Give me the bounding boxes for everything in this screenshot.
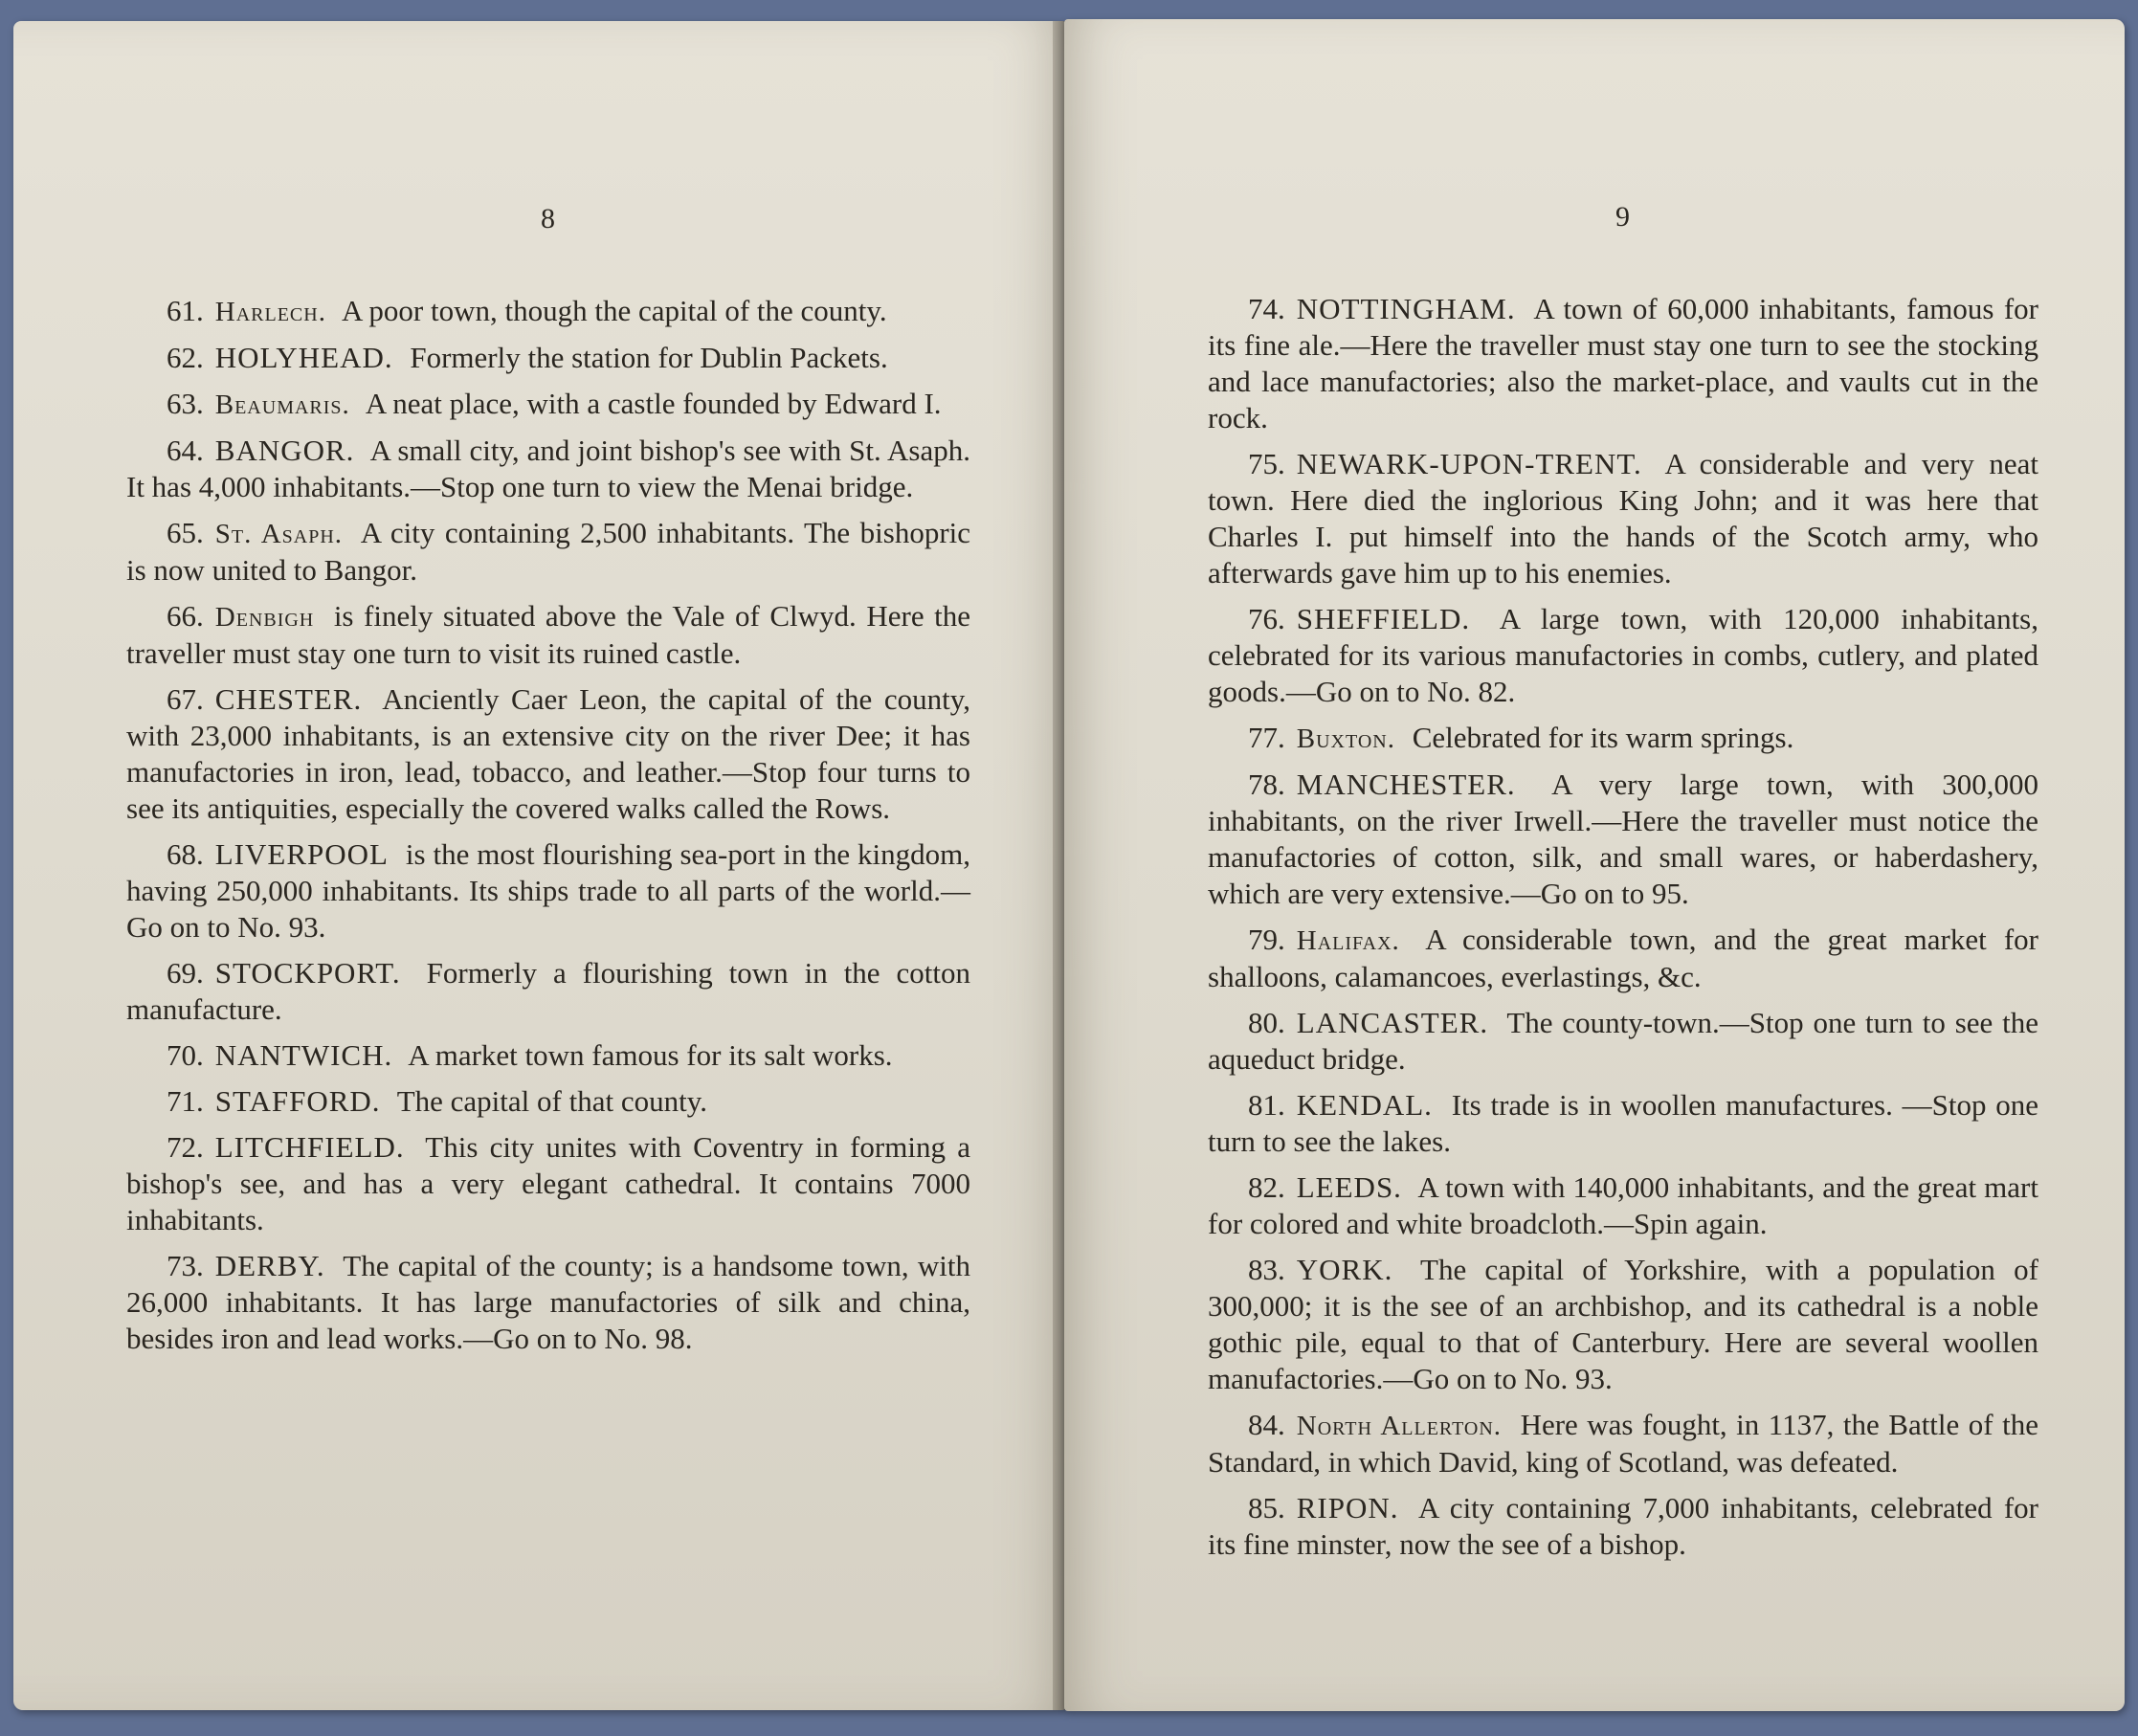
entry-text: A town of 60,000 inhabitants, famous for its fine ale.—Here the traveller must stay one turn to see the stocking and lace manufactories; also the market-place, and vaults cut in the rock.: [1208, 292, 2038, 434]
entry: [126, 598, 970, 672]
entry-text: A considerable and very neat town. Here died the inglorious King John; and it was here that Charles I. put himself into the hands of the Scotch army, who afterwards gave him up to his enemies.: [1208, 447, 2038, 590]
page-number: 8: [541, 203, 556, 234]
entry: [1208, 601, 2038, 710]
entry: [126, 340, 970, 376]
entry-text: Anciently Caer Leon, the capital of the county, with 23,000 inhabitants, is an extensive city on the river Dee; it has manufactories in iron, lead, tobacco, and leather.—Stop four turns to see its antiquities, especially the covered walks called the Rows.: [126, 682, 970, 825]
right-page: [1064, 19, 2125, 1711]
entry-text: A city containing 2,500 inhabitants. The bishopric is now united to Bangor.: [126, 516, 971, 587]
place-name: SHEFFIELD.: [1296, 602, 1471, 635]
entry: [1208, 1087, 2038, 1160]
entry: [126, 433, 970, 505]
entry-number: 76.: [1248, 602, 1285, 635]
entry-number: 85.: [1248, 1491, 1285, 1525]
entry: [1208, 1252, 2038, 1397]
place-name: DERBY.: [214, 1249, 325, 1282]
entry-number: 63.: [167, 387, 204, 420]
entry-text: This city unites with Coventry in forming a bishop's see, and has a very elegant cathedral. It contains 7000 inhabitants.: [126, 1130, 970, 1236]
place-name: NANTWICH.: [214, 1038, 393, 1072]
entry-number: 68.: [167, 837, 204, 871]
entry-number: 71.: [167, 1084, 204, 1118]
place-name: LANCASTER.: [1296, 1006, 1489, 1039]
place-name: BANGOR.: [214, 434, 355, 467]
place-name: Harlech.: [214, 297, 326, 327]
entry-number: 83.: [1248, 1253, 1285, 1286]
entry-text: The capital of that county.: [396, 1084, 707, 1118]
entry: [126, 1083, 970, 1120]
place-name: Beaumaris.: [214, 389, 350, 420]
entry: [1208, 291, 2038, 436]
entry-number: 84.: [1248, 1408, 1285, 1441]
entry-text: A neat place, with a castle founded by Edward I.: [365, 387, 942, 420]
entry-text: A town with 140,000 inhabitants, and the great mart for colored and white broadcloth.—Spin again.: [1208, 1170, 2038, 1240]
entry: [1208, 922, 2038, 995]
place-name: STOCKPORT.: [214, 956, 401, 990]
entry: [1208, 767, 2038, 912]
place-name: Denbigh: [214, 602, 315, 633]
entry: [1208, 1005, 2038, 1078]
entry-number: 70.: [167, 1038, 204, 1072]
place-name: LITCHFIELD.: [214, 1130, 405, 1164]
entry-text: A very large town, with 300,000 inhabitants, on the river Irwell.—Here the traveller must notice the manufactories of cotton, silk, and small wares, or haberdashery, which are very extensive.—Go on to 95.: [1208, 768, 2038, 910]
entry-number: 77.: [1248, 721, 1285, 754]
place-name: HOLYHEAD.: [214, 341, 393, 374]
entry-number: 75.: [1248, 447, 1285, 480]
place-name: RIPON.: [1296, 1491, 1399, 1525]
place-name: STAFFORD.: [214, 1084, 381, 1118]
entry: [126, 955, 970, 1028]
entry-number: 66.: [167, 599, 204, 633]
entry: [1208, 1490, 2038, 1563]
entry-number: 82.: [1248, 1170, 1285, 1204]
entry: [126, 1248, 970, 1357]
entry: [126, 1129, 970, 1238]
entry-number: 65.: [167, 516, 204, 549]
entry-text: A market town famous for its salt works.: [408, 1038, 893, 1072]
entry-text: A poor town, though the capital of the county.: [342, 294, 887, 327]
entry-text: The capital of the county; is a handsome town, with 26,000 inhabitants. It has large manufactories of silk and china, besides iron and lead works.—Go on to No. 98.: [126, 1249, 970, 1355]
entry-text: A small city, and joint bishop's see with St. Asaph. It has 4,000 inhabitants.—Stop one turn to view the Menai bridge.: [126, 434, 970, 503]
entry: [126, 515, 970, 589]
entry-number: 61.: [167, 294, 204, 327]
entry-text: Formerly a flourishing town in the cotton manufacture.: [126, 956, 971, 1026]
entry: [126, 836, 970, 946]
place-name: KENDAL.: [1296, 1088, 1433, 1122]
entry-text: The capital of Yorkshire, with a population of 300,000; it is the see of an archbishop, and its cathedral is a noble gothic pile, equal to that of Canterbury. Here are several woollen manufactories.—Go on to No. 93.: [1208, 1253, 2038, 1395]
entry: [1208, 720, 2038, 757]
place-name: LEEDS.: [1296, 1170, 1402, 1204]
entry-number: 78.: [1248, 768, 1285, 801]
place-name: Halifax.: [1296, 925, 1400, 956]
entry-text: is the most flourishing sea-port in the kingdom, having 250,000 inhabitants. Its ships trade to all parts of the world.—Go on to No. 93.: [126, 837, 970, 944]
place-name: MANCHESTER.: [1296, 768, 1516, 801]
entry-number: 62.: [167, 341, 204, 374]
entry: [126, 681, 970, 827]
entry-number: 79.: [1248, 923, 1285, 956]
entry: [1208, 1407, 2038, 1480]
entry: [126, 386, 970, 423]
place-name: NOTTINGHAM.: [1296, 292, 1516, 325]
entry-text: Celebrated for its warm springs.: [1412, 721, 1794, 754]
place-name: LIVERPOOL: [214, 837, 389, 871]
entry-number: 67.: [167, 682, 204, 716]
place-name: YORK.: [1296, 1253, 1393, 1286]
left-page: [13, 21, 1066, 1710]
entry: [126, 293, 970, 330]
entry-text: Here was fought, in 1137, the Battle of the Standard, in which David, king of Scotland, was defeated.: [1208, 1408, 2038, 1479]
entry: [1208, 1169, 2038, 1242]
entry-number: 72.: [167, 1130, 204, 1164]
place-name: NEWARK-UPON-TRENT.: [1296, 447, 1642, 480]
place-name: North Allerton.: [1296, 1411, 1503, 1441]
entry-text: A large town, with 120,000 inhabitants, celebrated for its various manufactories in combs, cutlery, and plated goods.—Go on to No. 82.: [1208, 602, 2038, 708]
entry-text: A considerable town, and the great market for shalloons, calamancoes, everlastings, &c.: [1208, 923, 2038, 993]
entry: [126, 1037, 970, 1074]
page-number: 9: [1615, 201, 1631, 233]
entry-number: 80.: [1248, 1006, 1285, 1039]
place-name: Buxton.: [1296, 723, 1395, 754]
place-name: St. Asaph.: [214, 519, 344, 549]
entry-text: Formerly the station for Dublin Packets.: [410, 341, 888, 374]
entry-number: 73.: [167, 1249, 204, 1282]
entry-text: The county-town.—Stop one turn to see the aqueduct bridge.: [1208, 1006, 2038, 1076]
entry: [1208, 446, 2038, 591]
entry-number: 74.: [1248, 292, 1285, 325]
right-entries: [1208, 291, 2038, 1563]
place-name: CHESTER.: [214, 682, 363, 716]
entry-number: 64.: [167, 434, 204, 467]
entry-text: A city containing 7,000 inhabitants, celebrated for its fine minster, now the see of a bishop.: [1208, 1491, 2038, 1561]
entry-number: 81.: [1248, 1088, 1285, 1122]
left-entries: [126, 293, 970, 1357]
entry-number: 69.: [167, 956, 204, 990]
entry-text: is finely situated above the Vale of Clwyd. Here the traveller must stay one turn to visit its ruined castle.: [126, 599, 971, 670]
entry-text: Its trade is in woollen manufactures. —Stop one turn to see the lakes.: [1208, 1088, 2038, 1158]
